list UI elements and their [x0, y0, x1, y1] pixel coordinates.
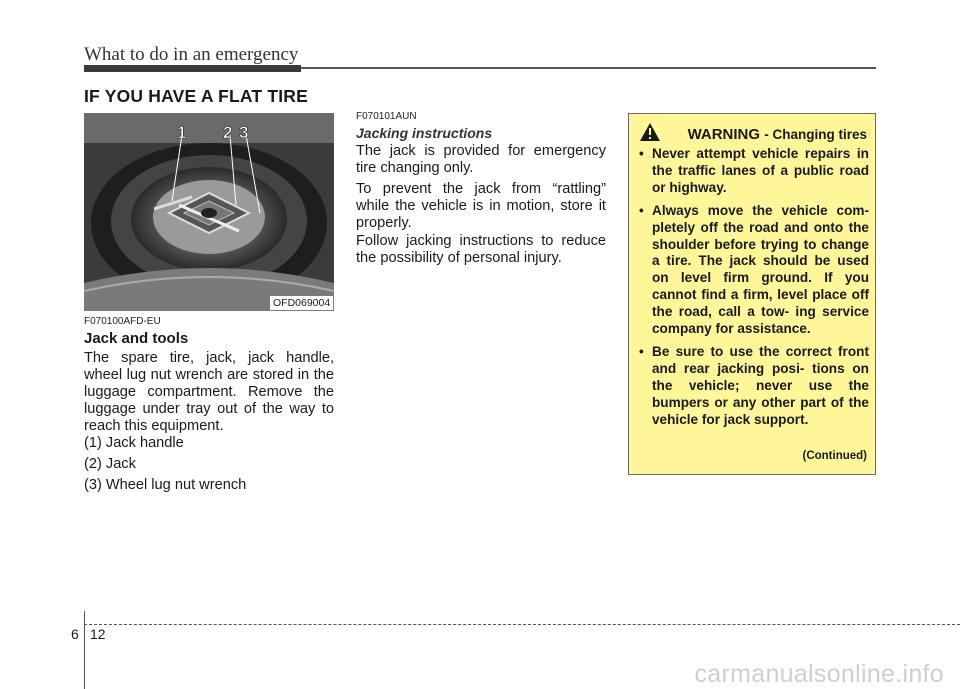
middle-para-3: Follow jacking instructions to reduce the possibility of personal injury.	[356, 233, 606, 266]
list-item-jack-handle: (1) Jack handle	[84, 435, 184, 451]
warning-continued: (Continued)	[802, 450, 867, 462]
list-item-wrench: (3) Wheel lug nut wrench	[84, 477, 247, 493]
section-title: IF YOU HAVE A FLAT TIRE	[84, 86, 308, 106]
middle-para-1: The jack is provided for emergency tire changing only.	[356, 143, 606, 176]
header-bar	[84, 65, 301, 72]
figure-caption: OFD069004	[270, 296, 333, 310]
list-item-jack: (2) Jack	[84, 456, 136, 472]
warning-box	[628, 113, 876, 475]
warning-list	[639, 146, 869, 435]
warning-title	[629, 126, 875, 143]
watermark: carmanualsonline.info	[694, 660, 944, 688]
warning-bullet-text: Always move the vehicle com- pletely off the road and onto the shoulder before trying to change a tire. The jack should be used on level firm ground. If you cannot find a firm, level place off the road, call a tow- ing service company for assistance.	[652, 202, 869, 337]
page-section-number: 6	[71, 626, 79, 642]
warning-title-label: WARNING	[687, 126, 761, 143]
figure-label-3: 3	[239, 123, 249, 142]
spare-tire-illustration	[84, 113, 334, 311]
page-number: 12	[90, 626, 106, 642]
figure-label-1: 1	[177, 123, 187, 142]
header-title: What to do in an emergency	[84, 44, 299, 65]
middle-section-code: F070101AUN	[356, 111, 417, 122]
warning-bullet-text: Be sure to use the correct front and rear jacking posi- tions on the vehicle; never use the bumpers or any other part of the vehicle for jack support.	[652, 343, 869, 427]
middle-heading: Jacking instructions	[356, 125, 493, 141]
left-section-code: F070100AFD-EU	[84, 316, 161, 327]
warning-bullet: • Always move the vehicle com- pletely off the road and onto the shoulder before trying to change a tire. The jack should be used on level firm ground. If you cannot find a firm, level place off the road, call a tow- ing service company for assistance.	[639, 202, 869, 337]
left-body: The spare tire, jack, jack handle, wheel lug nut wrench are stored in the luggage compartment. Remove the luggage under tray out of the way to reach this equipment.	[84, 350, 334, 434]
warning-bullet-text: Never attempt vehicle repairs in the traffic lanes of a public road or highway.	[652, 146, 869, 195]
warning-subtitle: - Changing tires	[764, 127, 867, 142]
spare-tire-photo	[84, 113, 334, 311]
left-heading: Jack and tools	[84, 330, 189, 347]
footer-divider	[84, 611, 85, 689]
warning-bullet: • Be sure to use the correct front and rear jacking posi- tions on the vehicle; never use the bumpers or any other part of the vehicle for jack support.	[639, 343, 869, 427]
footer-rule	[84, 624, 960, 625]
warning-bullet: • Never attempt vehicle repairs in the traffic lanes of a public road or highway.	[639, 146, 869, 195]
figure-label-2: 2	[223, 123, 233, 142]
middle-para-2: To prevent the jack from “rattling” while the vehicle is in motion, store it properly.	[356, 181, 606, 231]
